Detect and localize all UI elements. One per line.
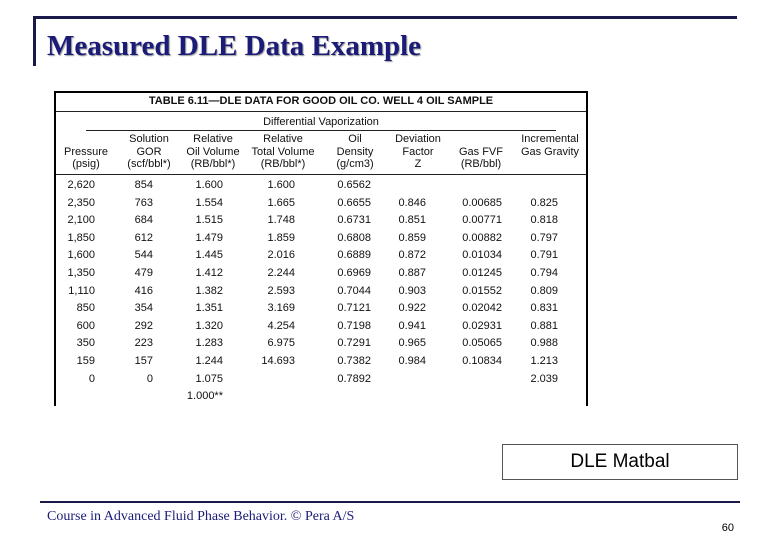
- table-row: [56, 353, 586, 371]
- table-cell: 0.05065: [462, 337, 502, 350]
- footer-text: Course in Advanced Fluid Phase Behavior. © Pera A/S: [47, 509, 355, 524]
- table-row: [56, 247, 586, 265]
- column-header-line: (RB/bbl*): [260, 158, 306, 170]
- table-cell: 1,350: [67, 266, 95, 279]
- table-cell: 0.7044: [337, 284, 371, 297]
- column-header-line: Relative: [263, 133, 303, 145]
- page-number: 60: [721, 522, 734, 534]
- table-cell: 1.412: [195, 266, 223, 279]
- table-row: [56, 335, 586, 353]
- table-cell: 854: [134, 179, 153, 191]
- table-cell: 0.7382: [337, 354, 371, 367]
- table-cell: 0.6889: [337, 249, 371, 262]
- table-cell: 2.016: [267, 249, 295, 262]
- column-header-line: Gas FVF: [458, 145, 503, 158]
- table-cell: 1.479: [195, 231, 223, 244]
- dle-table: [54, 91, 588, 406]
- table-row: [56, 318, 586, 336]
- table-cell: 0.809: [530, 284, 558, 297]
- table-cell: 0: [88, 372, 95, 385]
- table-cell: 1.351: [195, 302, 223, 315]
- column-header-line: (g/cm3): [336, 158, 374, 170]
- table-cell: 1.382: [195, 284, 223, 297]
- table-cell: 6.975: [267, 337, 295, 350]
- column-header-line: Relative: [193, 133, 233, 145]
- table-cell: 0.797: [530, 231, 558, 244]
- table-cell: 0.818: [530, 214, 558, 227]
- table-cell: 2.244: [267, 266, 295, 279]
- table-cell: 600: [76, 319, 95, 332]
- column-header: [500, 133, 588, 171]
- table-cell: 0.825: [530, 196, 558, 209]
- table-subheading: Differential Vaporization: [263, 116, 379, 128]
- column-header-line: GOR: [136, 145, 162, 158]
- table-cell: 1.554: [195, 196, 223, 209]
- table-cell: 1.244: [195, 354, 223, 367]
- table-cell: 0.7121: [337, 302, 371, 315]
- table-top-rule: [56, 91, 586, 93]
- table-cell: 0.7291: [337, 337, 371, 350]
- table-caption-rule: [56, 111, 586, 112]
- column-header-line: Factor: [402, 145, 434, 158]
- table-cell: 0.10834: [462, 354, 502, 367]
- table-cell: 1,850: [67, 231, 95, 244]
- title-top-rule: [33, 16, 737, 19]
- table-cell: 1,600: [67, 249, 95, 262]
- table-cell: 0.6808: [337, 231, 371, 244]
- column-header-line: (RB/bbl*): [190, 158, 236, 170]
- table-cell: 1.515: [195, 214, 223, 227]
- table-cell: 479: [134, 266, 153, 279]
- table-row: [56, 388, 586, 406]
- dle-matbal-label: DLE Matbal: [570, 451, 670, 472]
- table-row: [56, 212, 586, 230]
- table-row: [56, 265, 586, 283]
- table-cell: 223: [134, 337, 153, 350]
- table-cell: 1.600: [267, 179, 295, 191]
- table-cell: 1.600: [195, 179, 223, 191]
- column-header-line: Solution: [129, 133, 169, 145]
- table-cell: 0.922: [398, 302, 426, 315]
- column-header-line: Gas Gravity: [520, 145, 580, 158]
- table-cell: 1,110: [68, 284, 95, 297]
- table-cell: 1.283: [195, 337, 223, 350]
- table-cell: 3.169: [267, 302, 295, 315]
- table-subheading-rule: [86, 130, 556, 131]
- table-cell: 0.6655: [337, 196, 371, 209]
- footer-rule: [40, 501, 740, 503]
- table-row: [56, 300, 586, 318]
- table-cell: 544: [134, 249, 153, 262]
- slide-title: Measured DLE Data Example: [47, 30, 422, 62]
- table-cell: 0.988: [530, 337, 558, 350]
- column-header-line: (scf/bbl*): [127, 158, 171, 170]
- table-cell: 0.887: [398, 266, 426, 279]
- table-cell: 1.075: [195, 372, 223, 385]
- table-row: [56, 195, 586, 213]
- table-row: [56, 283, 586, 301]
- table-cell: 2,620: [67, 179, 95, 191]
- table-row: [56, 177, 586, 195]
- table-cell: 157: [134, 354, 153, 367]
- column-header-line: Oil: [348, 133, 362, 145]
- table-cell: 0.791: [530, 249, 558, 262]
- column-header-line: Density: [336, 145, 374, 158]
- table-cell: 2,350: [67, 196, 95, 209]
- table-cell: 0.6969: [337, 266, 371, 279]
- table-row: [56, 371, 586, 389]
- dle-matbal-box[interactable]: [502, 444, 738, 480]
- table-cell: 763: [134, 196, 153, 209]
- table-cell: 4.254: [267, 319, 295, 332]
- column-header-line: Deviation: [395, 133, 441, 145]
- table-cell: 0.881: [530, 319, 558, 332]
- table-cell: 0.00882: [462, 231, 502, 244]
- table-cell: 14.693: [261, 354, 295, 367]
- table-cell: 416: [134, 284, 153, 297]
- table-cell: 1.748: [267, 214, 295, 227]
- table-body: [56, 177, 586, 406]
- table-cell: 0.02042: [462, 302, 502, 315]
- title-left-rule: [33, 16, 36, 66]
- table-cell: 2.593: [267, 284, 295, 297]
- table-cell: 1.665: [267, 196, 295, 209]
- table-cell: 1.213: [530, 354, 558, 367]
- table-cell: 0.965: [398, 337, 426, 350]
- table-cell: 684: [134, 214, 153, 227]
- table-cell: 0.02931: [462, 319, 502, 332]
- table-cell: 0.6731: [337, 214, 371, 227]
- table-cell: 0.872: [398, 249, 426, 262]
- table-cell: 0.01034: [462, 249, 502, 262]
- table-cell: 159: [76, 354, 95, 367]
- table-cell: 1.000**: [186, 390, 223, 403]
- column-header-line: Oil Volume: [186, 145, 240, 158]
- table-cell: 0.6562: [337, 179, 371, 191]
- column-header-line: (psig): [72, 158, 100, 170]
- table-row: [56, 230, 586, 248]
- table-cell: 612: [134, 231, 153, 244]
- column-header-line: Z: [414, 158, 422, 170]
- column-header-line: Pressure: [63, 145, 109, 158]
- table-cell: 0.859: [398, 231, 426, 244]
- table-caption: TABLE 6.11—DLE DATA FOR GOOD OIL CO. WELL 4 OIL SAMPLE: [148, 95, 494, 107]
- table-cell: 1.859: [267, 231, 295, 244]
- table-cell: 350: [76, 337, 95, 350]
- column-header-line: [500, 158, 588, 171]
- table-cell: 0.00771: [462, 214, 502, 227]
- table-cell: 0.984: [398, 354, 426, 367]
- column-header-line: Incremental: [521, 133, 579, 145]
- table-cell: 2,100: [67, 214, 95, 227]
- table-cell: 1.445: [195, 249, 223, 262]
- table-cell: 0.01245: [462, 266, 502, 279]
- table-cell: 0.7198: [337, 319, 371, 332]
- table-cell: 0.831: [530, 302, 558, 315]
- table-cell: 0: [146, 372, 153, 385]
- column-header-line: (RB/bbl): [460, 158, 502, 170]
- table-cell: 0.903: [398, 284, 426, 297]
- column-header-line: Total Volume: [251, 145, 315, 158]
- table-cell: 2.039: [530, 372, 558, 385]
- table-cell: 0.794: [530, 266, 558, 279]
- table-cell: 0.00685: [462, 196, 502, 209]
- table-header-rule: [56, 174, 586, 175]
- table-cell: 0.941: [398, 319, 426, 332]
- table-cell: 0.846: [398, 196, 426, 209]
- table-cell: 850: [76, 302, 95, 315]
- table-cell: 354: [134, 302, 153, 315]
- table-cell: 1.320: [195, 319, 223, 332]
- table-cell: 292: [134, 319, 153, 332]
- table-cell: 0.01552: [462, 284, 502, 297]
- table-cell: 0.7892: [337, 372, 371, 385]
- table-cell: 0.851: [398, 214, 426, 227]
